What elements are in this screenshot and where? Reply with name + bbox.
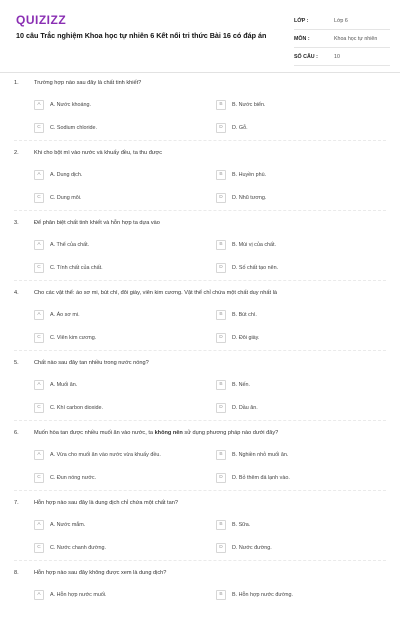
- quizizz-logo: QUIZIZZ: [16, 13, 67, 27]
- option-key: A: [34, 310, 44, 320]
- option-key: A: [34, 590, 44, 600]
- option-text: D. Số chất tạo nên.: [232, 264, 279, 271]
- option-key: A: [34, 100, 44, 110]
- option-b[interactable]: [216, 589, 293, 600]
- meta-row-count: [294, 48, 390, 66]
- option-text: D. Nước đường.: [232, 544, 272, 551]
- option-key: C: [34, 403, 44, 413]
- option-text: C. Sodium chloride.: [50, 124, 98, 131]
- question-text: Để phân biệt chất tinh khiết và hỗn hợp ta dựa vào: [34, 220, 160, 226]
- meta-value: Lớp 6: [334, 17, 348, 24]
- option-key: A: [34, 520, 44, 530]
- option-text: A. Nước mắm.: [50, 521, 86, 528]
- option-b[interactable]: [216, 309, 257, 320]
- worksheet-title: 10 câu Trắc nghiệm Khoa học tự nhiên 6 Kết nối tri thức Bài 16 có đáp án: [16, 31, 267, 40]
- option-key: A: [34, 240, 44, 250]
- option-d[interactable]: [216, 332, 259, 343]
- option-b[interactable]: [216, 239, 276, 250]
- meta-value: Khoa học tự nhiên: [334, 35, 378, 42]
- option-text: A. Áo sơ mi.: [50, 311, 80, 318]
- option-d[interactable]: [216, 542, 272, 553]
- divider: [14, 350, 386, 351]
- option-d[interactable]: [216, 192, 266, 203]
- divider: [14, 280, 386, 281]
- option-key: C: [34, 473, 44, 483]
- option-text: A. Nước khoáng.: [50, 101, 92, 108]
- question-1: [0, 76, 400, 146]
- option-text: B. Huyền phù.: [232, 171, 267, 178]
- question-number: 8.: [14, 570, 19, 576]
- option-key: A: [34, 450, 44, 460]
- option-text: C. Tính chất của chất.: [50, 264, 103, 271]
- option-key: D: [216, 543, 226, 553]
- meta-row-grade: [294, 12, 390, 30]
- option-b[interactable]: [216, 519, 250, 530]
- option-key: B: [216, 310, 226, 320]
- option-key: B: [216, 450, 226, 460]
- option-key: D: [216, 193, 226, 203]
- option-key: D: [216, 403, 226, 413]
- question-number: 1.: [14, 80, 19, 86]
- question-number: 2.: [14, 150, 19, 156]
- option-c[interactable]: [34, 192, 81, 203]
- divider: [14, 490, 386, 491]
- option-a[interactable]: [34, 449, 161, 460]
- option-c[interactable]: [34, 332, 96, 343]
- option-key: B: [216, 170, 226, 180]
- option-text: C. Đun nóng nước.: [50, 474, 97, 481]
- divider: [14, 210, 386, 211]
- option-text: A. Thể của chất.: [50, 241, 90, 248]
- option-d[interactable]: [216, 472, 290, 483]
- option-b[interactable]: [216, 379, 250, 390]
- option-text: C. Nước chanh đường.: [50, 544, 106, 551]
- option-key: C: [34, 263, 44, 273]
- option-text: B. Nến.: [232, 381, 250, 388]
- meta-row-subject: [294, 30, 390, 48]
- option-c[interactable]: [34, 122, 97, 133]
- option-text: B. Hỗn hợp nước đường.: [232, 591, 293, 598]
- divider: [14, 420, 386, 421]
- divider: [14, 560, 386, 561]
- option-key: D: [216, 123, 226, 133]
- meta-label: MÔN :: [294, 35, 310, 42]
- option-key: B: [216, 520, 226, 530]
- option-d[interactable]: [216, 402, 258, 413]
- option-text: B. Nước biển.: [232, 101, 266, 108]
- option-key: C: [34, 193, 44, 203]
- option-text: A. Vừa cho muối ăn vào nước vừa khuấy đều.: [50, 451, 161, 458]
- question-text: Chất nào sau đây tan nhiều trong nước nóng?: [34, 360, 149, 366]
- option-text: C. Dung môi.: [50, 194, 82, 201]
- meta-table: [294, 12, 390, 66]
- meta-label: SỐ CÂU :: [294, 53, 318, 60]
- option-text: A. Muối ăn.: [50, 381, 78, 388]
- option-c[interactable]: [34, 402, 103, 413]
- option-a[interactable]: [34, 519, 85, 530]
- option-text: D. Nhũ tương.: [232, 194, 267, 201]
- question-text: Hỗn hợp nào sau đây không được xem là dung dịch?: [34, 570, 167, 576]
- question-5: [0, 356, 400, 426]
- option-key: C: [34, 333, 44, 343]
- option-key: B: [216, 590, 226, 600]
- emphasis-text: không nên: [154, 430, 183, 436]
- option-d[interactable]: [216, 262, 278, 273]
- question-number: 5.: [14, 360, 19, 366]
- question-8: [0, 566, 400, 636]
- option-c[interactable]: [34, 472, 96, 483]
- option-a[interactable]: [34, 379, 77, 390]
- option-d[interactable]: [216, 122, 248, 133]
- option-text: B. Bút chì.: [232, 311, 257, 318]
- question-6: [0, 426, 400, 496]
- option-text: D. Gỗ.: [232, 124, 248, 131]
- option-text: C. Viên kim cương.: [50, 334, 97, 341]
- option-key: A: [34, 380, 44, 390]
- option-b[interactable]: [216, 169, 266, 180]
- option-key: B: [216, 380, 226, 390]
- question-2: [0, 146, 400, 216]
- question-number: 4.: [14, 290, 19, 296]
- option-c[interactable]: [34, 262, 103, 273]
- option-text: D. Bỏ thêm đá lạnh vào.: [232, 474, 290, 481]
- worksheet-header: [0, 0, 400, 73]
- question-number: 7.: [14, 500, 19, 506]
- option-text: B. Nghiền nhỏ muối ăn.: [232, 451, 289, 458]
- option-key: B: [216, 240, 226, 250]
- option-text: B. Mùi vị của chất.: [232, 241, 277, 248]
- option-a[interactable]: [34, 239, 89, 250]
- option-key: D: [216, 263, 226, 273]
- question-4: [0, 286, 400, 356]
- question-text: Khi cho bột mì vào nước và khuấy đều, ta thu được: [34, 150, 163, 156]
- option-text: A. Hỗn hợp nước muối.: [50, 591, 107, 598]
- option-c[interactable]: [34, 542, 106, 553]
- question-text: Trường hợp nào sau đây là chất tinh khiết?: [34, 80, 142, 86]
- option-key: D: [216, 473, 226, 483]
- option-key: C: [34, 543, 44, 553]
- question-7: [0, 496, 400, 566]
- meta-value: 10: [334, 53, 340, 60]
- divider: [14, 140, 386, 141]
- question-text: Cho các vật thể: áo sơ mi, bút chì, đôi giày, viên kim cương. Vật thể chỉ chứa một chất duy nhất là: [34, 290, 277, 296]
- question-text: Hỗn hợp nào sau đây là dung dịch chỉ chứa một chất tan?: [34, 500, 178, 506]
- option-key: D: [216, 333, 226, 343]
- option-text: B. Sữa.: [232, 521, 251, 528]
- option-text: A. Dung dịch.: [50, 171, 83, 178]
- question-number: 6.: [14, 430, 19, 436]
- option-key: B: [216, 100, 226, 110]
- option-text: C. Khí carbon dioxide.: [50, 404, 104, 411]
- option-a[interactable]: [34, 589, 107, 600]
- question-3: [0, 216, 400, 286]
- option-b[interactable]: [216, 449, 288, 460]
- option-b[interactable]: [216, 99, 266, 110]
- option-a[interactable]: [34, 309, 80, 320]
- question-number: 3.: [14, 220, 19, 226]
- option-a[interactable]: [34, 99, 91, 110]
- option-key: C: [34, 123, 44, 133]
- option-text: D. Dầu ăn.: [232, 404, 258, 411]
- option-a[interactable]: [34, 169, 82, 180]
- option-text: D. Đôi giày.: [232, 334, 260, 341]
- meta-label: LỚP :: [294, 17, 309, 24]
- question-text: Muốn hòa tan được nhiều muối ăn vào nước, ta không nên sử dụng phương pháp nào dưới đây?: [34, 430, 279, 436]
- option-key: A: [34, 170, 44, 180]
